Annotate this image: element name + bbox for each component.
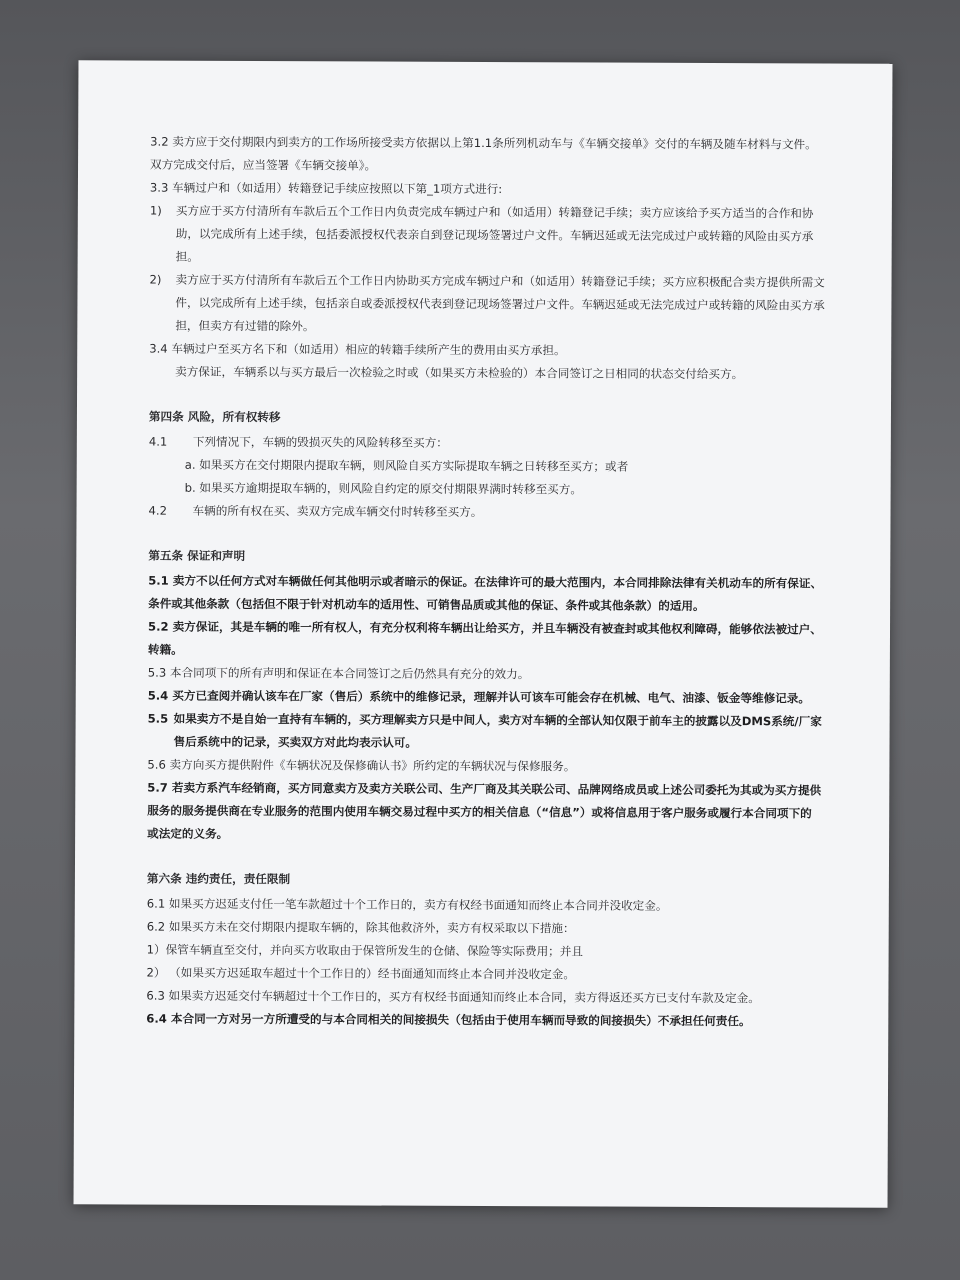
clause-6-4: 6.4 本合同一方对另一方所遭受的与本合同相关的间接损失（包括由于使用车辆而导致的间接损失）不承担任何责任。 <box>146 1011 751 1029</box>
clause-3-3-item-1 <box>150 200 826 272</box>
clause-3-3: 3.3 车辆过户和（如适用）转籍登记手续应按照以下第_1项方式进行: <box>149 180 503 197</box>
clause-text: 下列情况下，车辆的毁损灭失的风险转移至买方： <box>192 434 448 450</box>
clause-4-1-a: a. 如果买方在交付期限内提取车辆，则风险自买方实际提取车辆之日转移至买方；或者 <box>184 457 629 474</box>
clause-6-3: 6.3 如果卖方迟延交付车辆超过十个工作日的，买方有权经书面通知而终止本合同，卖方得返还买方已支付车款及定金。 <box>146 988 760 1006</box>
clause-4-1-b: b. 如果买方逾期提取车辆的，则风险自约定的原交付期限界满时转移至买方。 <box>184 480 582 497</box>
item-text: 买方应于买方付清所有车款后五个工作日内负责完成车辆过户和（如适用）转籍登记手续；卖方应该给予买方适当的合作和协助，以完成所有上述手续，包括委派授权代表亲自到登记现场签署过户文件。车辆迟延或无法完成过户或转籍的风险由买方承担。 <box>175 203 814 264</box>
clause-4-1 <box>149 431 825 457</box>
clause-3-4-warranty: 卖方保证，车辆系以与买方最后一次检验之时或（如果买方未检验的）本合同签订之日相同的状态交付给买方。 <box>175 364 744 382</box>
clause-6-1: 6.1 如果买方迟延支付任一笔车款超过十个工作日的，卖方有权经书面通知而终止本合同并没收定金。 <box>146 896 668 913</box>
clause-5-3: 5.3 本合同项下的所有声明和保证在本合同签订之后仍然具有充分的效力。 <box>147 665 530 682</box>
clause-3-2: 3.2 卖方应于交付期限内到卖方的工作场所接受卖方依据以上第1.1条所列机动车与《车辆交接单》交付的车辆及随车材料与文件。双方完成交付后，应当签署《车辆交接单》。 <box>150 134 817 173</box>
item-number: 1) <box>149 203 162 218</box>
clause-5-1: 5.1 卖方不以任何方式对车辆做任何其他明示或者暗示的保证。在法律许可的最大范围内，本合同排除法律有关机动车的所有保证、条件或其他条款（包括但不限于针对机动车的适用性、可销售品质或其他的保证、条件或其他条款）的适用。 <box>148 573 823 613</box>
clause-6-2-item-2: 2） （如果买方迟延取车超过十个工作日的）经书面通知而终止本合同并没收定金。 <box>146 965 575 982</box>
clause-5-2: 5.2 卖方保证，其是车辆的唯一所有权人，有充分权利将车辆出让给买方，并且车辆没有被查封或其他权利障碍，能够依法被过户、转籍。 <box>147 619 822 657</box>
clause-text: 车辆的所有权在买、卖双方完成车辆交付时转移至买方。 <box>192 503 483 519</box>
article-6-heading: 第六条 违约责任，责任限制 <box>146 871 291 887</box>
clause-number: 5.5 <box>147 711 169 726</box>
clause-text: 如果卖方不是自始一直持有车辆的，买方理解卖方只是中间人，卖方对车辆的全部认知仅限于前车主的披露以及DMS系统/厂家售后系统中的记录，买卖双方对此均表示认可。 <box>173 711 822 750</box>
clause-number: 4.1 <box>148 434 168 449</box>
article-4-heading: 第四条 风险，所有权转移 <box>148 409 281 425</box>
clause-4-2 <box>148 500 824 526</box>
clause-3-3-item-2 <box>149 269 825 341</box>
item-number: 2) <box>149 272 162 287</box>
clause-5-5 <box>147 708 823 757</box>
clause-5-7: 5.7 若卖方系汽车经销商，买方同意卖方及卖方关联公司、生产厂商及其关联公司、品牌网络成员或上述公司委托为其或为买方提供服务的服务提供商在专业服务的范围内使用车辆交易过程中买方的相关信息（“信息”）或将信息用于客户服务或履行本合同项下的或法定的义务。 <box>147 780 822 841</box>
clause-6-2-item-1: 1）保管车辆直至交付，并向买方收取由于保管所发生的仓储、保险等实际费用；并且 <box>146 942 584 959</box>
clause-number: 4.2 <box>148 503 168 518</box>
item-text: 卖方应于买方付清所有车款后五个工作日内协助买方完成车辆过户和（如适用）转籍登记手续；买方应积极配合卖方提供所需文件，以完成所有上述手续，包括亲自或委派授权代表到登记现场签署过户文件。车辆迟延或无法完成过户或转籍的风险由买方承担，但卖方有过错的除外。 <box>175 272 825 334</box>
clause-5-4: 5.4 买方已查阅并确认该车在厂家（售后）系统中的维修记录，理解并认可该车可能会存在机械、电气、油漆、钣金等维修记录。 <box>147 688 811 706</box>
clause-3-4: 3.4 车辆过户至买方名下和（如适用）相应的转籍手续所产生的费用由买方承担。 <box>149 341 566 358</box>
article-5-heading: 第五条 保证和声明 <box>148 548 246 563</box>
clause-6-2: 6.2 如果买方未在交付期限内提取车辆的，除其他救济外，卖方有权采取以下措施： <box>146 919 575 936</box>
clause-5-6: 5.6 卖方向买方提供附件《车辆状况及保修确认书》所约定的车辆状况与保修服务。 <box>147 757 576 774</box>
contract-text <box>146 131 826 1034</box>
contract-page <box>74 60 893 1208</box>
